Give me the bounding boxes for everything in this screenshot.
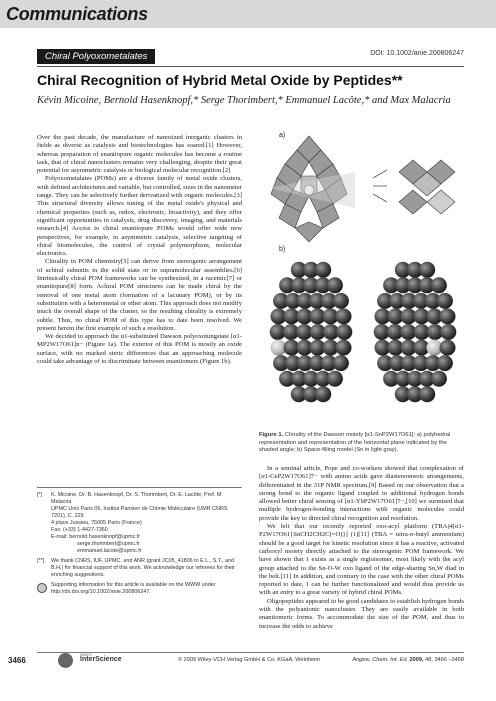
space-filling-model [259, 250, 464, 425]
journal-name: Angew. Chem. Int. Ed. [352, 657, 408, 663]
atom-sphere [315, 386, 331, 402]
supporting-info-text[interactable]: Supporting information for this article is available on the WWW under http://dx.doi.org/10.1002/anie.200806247. [51, 582, 216, 595]
author-list: Kévin Micoine, Bernold Hasenknopf,* Serge Thorimbert,* Emmanuel Lacôte,* and Max Malacria [37, 95, 451, 106]
correspondence-footnote [37, 492, 242, 555]
paragraph: Polyoxometalates (POMs) are a diverse family of metal oxide clusters, with defined architectures and variable, but controlled, sizes in the nanometer range. They can be selectively further derivatized with organic molecules.[3] This structural diversity allows tuning of the metal oxide's physical and chemical properties (such as, redox, electronic, bioactivity), and they offer significant opportunities in catalysis, drug discovery, imaging, and materials research.[4] Access to chiral enantiopure POMs would offer wide new perspectives, for example, in asymmetric catalysis, selective targeting of chiral biomolecules, the control of crystal polymorphism, molecular electronics. [37, 175, 242, 258]
footnote-rule [37, 487, 242, 488]
atom-sphere [440, 324, 456, 340]
figure-caption-text: Chirality of the Dawson moiety [α1-SnP2W17O61]: a) polyhedral representation and representation of the horizontal plane indicated by the shaded angle; b) Space-filling model (Sn in light gray). [259, 432, 451, 454]
atom-sphere [431, 371, 447, 387]
atom-sphere [440, 308, 456, 324]
acknowledgement-text: We thank CNRS, IUF, UPMC, and ANR (grant JC05_41806 to E.L., S.T., and B.H.) for financial support of this work. We acknowledge our referees for their enriching suggestions. [51, 558, 235, 578]
right-column [259, 465, 464, 631]
atom-sphere [315, 262, 331, 278]
paragraph: Over the past decade, the manufacture of nanosized inorganic clusters in fields as diverse as catalysis and biotechnologies has soared.[1] However, whereas preparation of enantiopure organic molecules has become a routine task, that of chiral nanoclusters remains very challenging, despite their great potential for asymmetric catalysis or biological molecular recognition.[2] [37, 134, 242, 175]
supporting-info [37, 582, 242, 596]
logo-text: InterScience [80, 656, 122, 663]
logo-small-text: WILEY [80, 652, 93, 657]
figure-caption [259, 432, 464, 455]
figure-caption-label: Figure 1. [259, 432, 284, 438]
email[interactable]: E-mail: bernold.hasenknopf@upmc.fr [51, 534, 141, 540]
atom-sphere [336, 324, 352, 340]
footnote-mark: [**] [37, 558, 45, 564]
atom-sphere [327, 371, 343, 387]
top-rule [37, 66, 464, 67]
supporting-info-icon [37, 583, 47, 593]
footnote-mark: [*] [37, 492, 43, 498]
email[interactable]: emmanuel.lacote@upmc.fr [77, 548, 142, 554]
figure-label-b: b) [279, 246, 286, 253]
atom-sphere [336, 308, 352, 324]
correspondence-authors: K. Micoine, Dr. B. Hasenknopf, Dr. S. Thorimbert, Dr. E. Lacôte, Prof. M. Malacria [51, 492, 223, 505]
paragraph: Chirality in POM chemistry[5] can derive from stereogenic arrangement of achiral subunits in the solid state or in supramolecular assemblies.[6] Intrinsically chiral POM frameworks can be synthesized, in a racemic[7] or enantiopure[8] form. Achiral POM structures can be made chiral by the removal of one metal atom (formation of a lacunary POM), or by its substitution with a heterometal or other atom. This approach does not modify much the overall shape of the cluster, so the resulting chirality is extremely subtle. Thus, no chiral POM of this type has to date been resolved. We present herein the first example of such a resolution. [37, 258, 242, 332]
section-header: Communications [6, 4, 148, 24]
space-filling-left [270, 262, 353, 402]
atom-sphere [336, 340, 352, 356]
journal-volume: 48, 3466 –3468 [425, 657, 464, 663]
paragraph: In a seminal article, Pope and co-workers showed that complexation of [α1-CeP2W17O61]7− with amino acids gave diastereomeric arrangements, differentiated in the 31P NMR spectrum.[9] Based on our observation that a strong bond to the organic ligand coupled to additional hydrogen bonds allowed better chiral sensing of [α1-YbP2W17O61]7−,[10] we surmised that multiple hydrogen-bonding interactions with organic molecules could provide the key to directed chiral recognition and resolution. [259, 465, 464, 522]
logo-mark-icon [58, 653, 73, 668]
polyhedral-model [259, 132, 464, 250]
atom-sphere [333, 355, 349, 371]
journal-citation [352, 657, 464, 663]
figure-label-a: a) [279, 132, 286, 139]
space-filling-right [374, 262, 457, 402]
publisher-logo [58, 652, 122, 668]
atom-sphere [327, 277, 343, 293]
atom-sphere [419, 262, 435, 278]
atom-sphere [419, 386, 435, 402]
acknowledgement-footnote [37, 558, 242, 579]
atom-sphere [437, 355, 453, 371]
atom-sphere [440, 340, 456, 356]
fax: Fax: (+33) 1-4427-7360 [51, 527, 108, 533]
journal-year: 2009, [409, 657, 424, 663]
page-number: 3466 [8, 656, 26, 665]
atom-sphere [437, 293, 453, 309]
article-category-tag: Chiral Polyoxometalates [37, 49, 155, 64]
email[interactable]: serge.thorimbert@upmc.fr [77, 541, 140, 547]
left-column [37, 134, 242, 366]
address: 4 place Jussieu, 75005 Paris (France) [51, 520, 142, 526]
atom-sphere [333, 293, 349, 309]
article-title: Chiral Recognition of Hybrid Metal Oxide by Peptides** [37, 72, 403, 88]
atom-sphere [431, 277, 447, 293]
copyright: © 2009 Wiley-VCH Verlag GmbH & Co. KGaA, Weinheim [178, 657, 321, 663]
paragraph: We felt that our recently reported oxo-acyl platform (TBA)4[α1-P2W17O61{SnCH2CH2C(=O)}] (1)[11] (TBA = tetra-n-butyl ammonium) should be a good target for kinetic resolution since it has a reactive, activated carboxyl moiety directly attached to the stereogenic POM framework. We have shown that 1 exists as a single regioisomer, most likely with the acyl group attached to the Sn-O-W oxo ligand of the edge-sharing Sn,W diad in the belt.[11] In addition, and contrary to the case with the other chiral POMs reported to date, 1 can be further functionalized and would thus provide us with an entry to a great variety of hybrid chiral POMs. [259, 523, 464, 597]
doi[interactable]: DOI: 10.1002/anie.200806247 [370, 50, 464, 57]
paragraph: Oligopeptides appeared to be good candidates to establish hydrogen bonds with the polyanionic nanocluster. They are easily available in both enantiomeric forms. To accommodate the size of the POM, and thus to increase the odds to achieve [259, 597, 464, 630]
paragraph: We decided to approach the α1-substituted Dawson polyoxotungstate [α1-MP2W17O61]n− (Figure 1a). The exterior of this POM is mostly an oxide surface, with no marked steric differences that an approaching molecule could take advantage of to discriminate between enantiomers (Figure 1b). [37, 333, 242, 366]
affiliation: UPMC Univ Paris 06, Institut Parisien de Chimie Moléculaire (UMR CNRS 7201), C. 229 [51, 506, 228, 519]
figure-1 [259, 128, 464, 428]
footnotes [37, 492, 242, 596]
